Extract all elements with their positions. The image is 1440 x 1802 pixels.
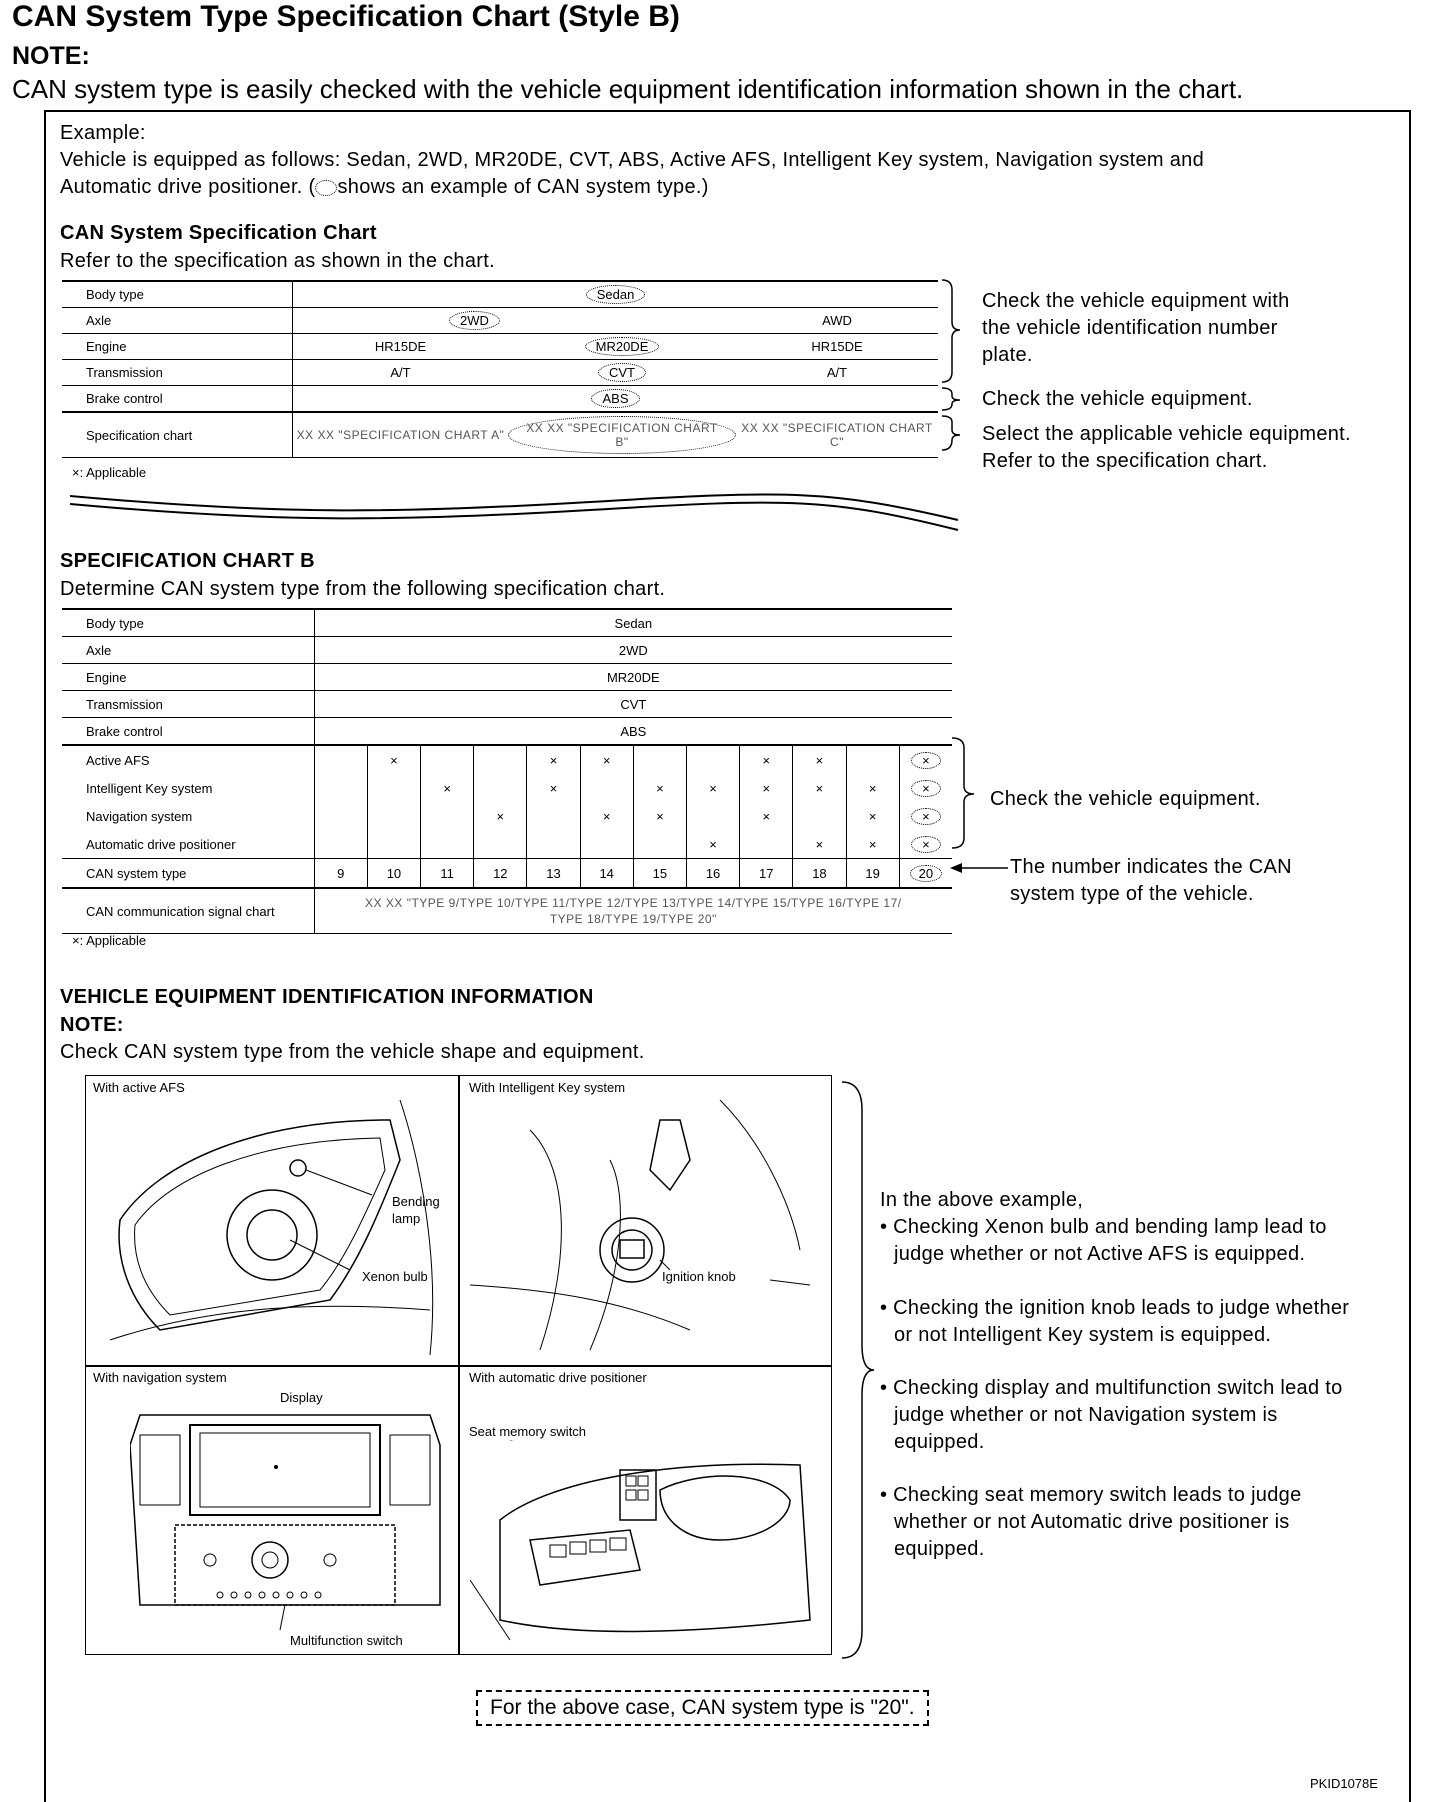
type-cell: 18	[793, 859, 846, 889]
cell	[293, 308, 737, 334]
equip-row	[62, 830, 952, 859]
type-cell: 9	[314, 859, 367, 889]
mark-cell	[899, 830, 952, 859]
headlamp-illustration-icon	[100, 1100, 450, 1355]
signal-line2: TYPE 18/TYPE 19/TYPE 20"	[549, 912, 717, 926]
bullet-line: judge whether or not Navigation system is	[894, 1404, 1278, 1426]
bullet-line: whether or not Automatic drive positioner is	[894, 1511, 1290, 1533]
bullet-line: • Checking the ignition knob leads to judge whether	[880, 1297, 1350, 1319]
panel-ikey-title: With Intelligent Key system	[469, 1080, 626, 1095]
can-spec-sub: Refer to the specification as shown in the chart.	[60, 250, 495, 272]
mark-cell: ×	[740, 802, 793, 830]
bullet-afs	[880, 1214, 1327, 1268]
mark-cell	[314, 830, 367, 859]
table-row	[62, 691, 952, 718]
mark-cell	[740, 830, 793, 859]
example-line1: Vehicle is equipped as follows: Sedan, 2WD, MR20DE, CVT, ABS, Active AFS, Intelligent Key system, Navigation system and	[60, 149, 1204, 171]
mark-cell	[527, 802, 580, 830]
note-label: NOTE:	[12, 42, 90, 70]
door-panel-illustration-icon	[470, 1440, 825, 1645]
highlight-mark: ×	[911, 752, 941, 769]
mark-cell: ×	[527, 774, 580, 802]
brace-icon	[840, 1080, 880, 1660]
bullet-line: • Checking display and multifunction switch lead to	[880, 1377, 1343, 1399]
mark-cell: ×	[580, 802, 633, 830]
table-row	[62, 334, 938, 360]
axle-2wd-value: 2WD	[449, 311, 500, 330]
table-row	[62, 637, 952, 664]
body-sedan-value: Sedan	[586, 285, 646, 304]
mark-cell	[580, 830, 633, 859]
cell: Sedan	[314, 609, 952, 637]
row-label: CAN system type	[62, 859, 314, 889]
spec-b-side2	[1010, 854, 1292, 908]
mark-cell: ×	[846, 830, 899, 859]
mark-cell	[367, 774, 420, 802]
panel-adp-title: With automatic drive positioner	[469, 1370, 647, 1385]
mark-cell: ×	[474, 802, 527, 830]
table-row	[62, 360, 938, 386]
example-label: Example:	[60, 122, 146, 144]
bullet-nav	[880, 1375, 1343, 1456]
spec-b-footnote: ×: Applicable	[72, 933, 147, 948]
table-row	[62, 281, 938, 308]
cell: HR15DE	[293, 334, 509, 360]
can-spec-heading: CAN System Specification Chart	[60, 222, 377, 244]
side3-line2: Refer to the specification chart.	[982, 450, 1268, 472]
mark-cell	[367, 802, 420, 830]
table-row	[62, 609, 952, 637]
mark-cell: ×	[846, 802, 899, 830]
mark-cell	[314, 802, 367, 830]
cell	[508, 412, 736, 458]
arrow-left-icon	[950, 858, 1010, 878]
bullet-line: • Checking Xenon bulb and bending lamp lead to	[880, 1216, 1327, 1238]
row-label: Axle	[62, 308, 293, 334]
type-cell: 19	[846, 859, 899, 889]
cell: XX XX "SPECIFICATION CHART A"	[293, 412, 509, 458]
bending-label: Bending	[392, 1194, 440, 1209]
vei-heading: VEHICLE EQUIPMENT IDENTIFICATION INFORMATION	[60, 986, 594, 1008]
row-label: Brake control	[62, 386, 293, 413]
mark-cell	[421, 802, 474, 830]
can-spec-side1	[982, 288, 1290, 369]
row-label: Specification chart	[62, 412, 293, 458]
mark-cell	[474, 745, 527, 774]
mark-cell: ×	[686, 774, 739, 802]
cell: CVT	[314, 691, 952, 718]
mark-cell: ×	[793, 830, 846, 859]
signal-chart-cell	[314, 888, 952, 934]
side1-line1: Check the vehicle equipment with	[982, 290, 1290, 312]
mark-cell	[899, 745, 952, 774]
cell: 2WD	[314, 637, 952, 664]
row-label: Brake control	[62, 718, 314, 746]
row-label: Axle	[62, 637, 314, 664]
can-spec-side2: Check the vehicle equipment.	[982, 388, 1253, 410]
lamp-label: lamp	[392, 1211, 421, 1226]
highlight-mark: ×	[911, 780, 941, 797]
mark-cell: ×	[686, 830, 739, 859]
equip-row	[62, 774, 952, 802]
vei-note: NOTE:	[60, 1014, 124, 1036]
type-cell: 15	[633, 859, 686, 889]
row-label: Engine	[62, 664, 314, 691]
dotted-ellipse-icon	[315, 180, 337, 196]
mark-cell: ×	[633, 802, 686, 830]
type-row	[62, 859, 952, 889]
mark-cell	[474, 774, 527, 802]
type-cell	[899, 859, 952, 889]
reference-code: PKID1078E	[1310, 1776, 1378, 1791]
example-line2	[60, 176, 709, 199]
spec-b-heading: SPECIFICATION CHART B	[60, 550, 315, 572]
cell: HR15DE	[736, 334, 938, 360]
mark-cell: ×	[740, 774, 793, 802]
row-label: Body type	[62, 281, 293, 308]
cell: ABS	[314, 718, 952, 746]
can-spec-side3	[982, 421, 1351, 475]
mark-cell	[899, 774, 952, 802]
type-cell: 14	[580, 859, 633, 889]
bullet-line: • Checking seat memory switch leads to judge	[880, 1484, 1302, 1506]
cell: AWD	[736, 308, 938, 334]
spec-b-sub: Determine CAN system type from the following specification chart.	[60, 578, 666, 600]
display-label: Display	[280, 1390, 323, 1405]
table-row	[62, 386, 938, 413]
cell	[293, 386, 939, 413]
cell	[293, 281, 939, 308]
bullet-line: or not Intelligent Key system is equipped.	[894, 1324, 1272, 1346]
type-cell: 17	[740, 859, 793, 889]
mark-cell	[367, 830, 420, 859]
bullet-adp	[880, 1482, 1302, 1563]
mark-cell: ×	[793, 745, 846, 774]
intro-text: CAN system type is easily checked with the vehicle equipment identification information shown in the chart.	[12, 74, 1244, 104]
example-line2a: Automatic drive positioner. (	[60, 176, 316, 198]
mark-cell	[421, 745, 474, 774]
type-cell: 11	[421, 859, 474, 889]
highlight-type: 20	[910, 865, 942, 882]
mark-cell: ×	[633, 774, 686, 802]
cell: MR20DE	[314, 664, 952, 691]
engine-mr20de-value: MR20DE	[585, 337, 660, 356]
seat-memory-label: Seat memory switch	[469, 1424, 587, 1439]
mark-cell	[314, 774, 367, 802]
ignition-label: Ignition knob	[662, 1269, 736, 1284]
type-cell: 10	[367, 859, 420, 889]
mark-cell: ×	[421, 774, 474, 802]
panel-afs-title: With active AFS	[93, 1080, 185, 1095]
row-label: Transmission	[62, 360, 293, 386]
bullet-ikey	[880, 1295, 1349, 1349]
brace-icon	[940, 278, 970, 458]
side2-line2: system type of the vehicle.	[1010, 883, 1254, 905]
can-spec-footnote: ×: Applicable	[72, 465, 147, 480]
mark-cell	[421, 830, 474, 859]
conclusion-box: For the above case, CAN system type is "20".	[476, 1690, 929, 1726]
table-row	[62, 412, 938, 458]
table-row	[62, 664, 952, 691]
mark-cell: ×	[846, 774, 899, 802]
mark-cell: ×	[367, 745, 420, 774]
bullet-line: equipped.	[894, 1538, 985, 1560]
panel-nav-title: With navigation system	[93, 1370, 227, 1385]
highlight-mark: ×	[911, 836, 941, 853]
row-label: CAN communication signal chart	[62, 888, 314, 934]
mark-cell	[793, 802, 846, 830]
mark-cell	[846, 745, 899, 774]
table-row	[62, 718, 952, 746]
row-label: Intelligent Key system	[62, 774, 314, 802]
mark-cell	[580, 774, 633, 802]
ignition-illustration-icon	[470, 1100, 825, 1355]
mark-cell	[474, 830, 527, 859]
example-intro: In the above example,	[880, 1189, 1084, 1211]
spec-chart-b-value: XX XX "SPECIFICATION CHART B"	[508, 416, 736, 454]
row-label: Automatic drive positioner	[62, 830, 314, 859]
equip-row	[62, 802, 952, 830]
xenon-label: Xenon bulb	[362, 1269, 428, 1284]
bullet-line: equipped.	[894, 1431, 985, 1453]
mark-cell	[899, 802, 952, 830]
spec-b-side1: Check the vehicle equipment.	[990, 788, 1261, 810]
cell: A/T	[293, 360, 509, 386]
mark-cell: ×	[793, 774, 846, 802]
page-title: CAN System Type Specification Chart (Style B)	[12, 0, 680, 33]
type-cell: 16	[686, 859, 739, 889]
signal-line1: XX XX "TYPE 9/TYPE 10/TYPE 11/TYPE 12/TYPE 13/TYPE 14/TYPE 15/TYPE 16/TYPE 17/	[365, 896, 902, 910]
spec-b-table	[62, 608, 952, 934]
trans-cvt-value: CVT	[598, 363, 646, 382]
multifunction-label: Multifunction switch	[290, 1633, 403, 1648]
table-row	[62, 888, 952, 934]
cell	[508, 334, 736, 360]
type-cell: 13	[527, 859, 580, 889]
mark-cell	[527, 830, 580, 859]
can-spec-table	[62, 280, 938, 458]
cell: XX XX "SPECIFICATION CHART C"	[736, 412, 938, 458]
mark-cell: ×	[580, 745, 633, 774]
side1-line3: plate.	[982, 344, 1033, 366]
type-cell: 12	[474, 859, 527, 889]
mark-cell: ×	[740, 745, 793, 774]
brace-icon	[950, 736, 990, 852]
vei-sub: Check CAN system type from the vehicle shape and equipment.	[60, 1041, 645, 1063]
brake-abs-value: ABS	[591, 389, 639, 408]
row-label: Body type	[62, 609, 314, 637]
table-row	[62, 308, 938, 334]
equip-row	[62, 745, 952, 774]
mark-cell	[686, 745, 739, 774]
cell	[508, 360, 736, 386]
break-line-icon	[70, 484, 960, 544]
mark-cell	[633, 745, 686, 774]
side1-line2: the vehicle identification number	[982, 317, 1278, 339]
row-label: Transmission	[62, 691, 314, 718]
row-label: Engine	[62, 334, 293, 360]
mark-cell	[633, 830, 686, 859]
divider	[85, 1365, 831, 1367]
cell: A/T	[736, 360, 938, 386]
mark-cell: ×	[527, 745, 580, 774]
row-label: Active AFS	[62, 745, 314, 774]
navigation-illustration-icon	[130, 1405, 450, 1640]
mark-cell	[686, 802, 739, 830]
row-label: Navigation system	[62, 802, 314, 830]
mark-cell	[314, 745, 367, 774]
side2-line1: The number indicates the CAN	[1010, 856, 1292, 878]
side3-line1: Select the applicable vehicle equipment.	[982, 423, 1351, 445]
example-line2b: shows an example of CAN system type.)	[337, 176, 709, 198]
highlight-mark: ×	[911, 808, 941, 825]
bullet-line: judge whether or not Active AFS is equipped.	[894, 1243, 1306, 1265]
